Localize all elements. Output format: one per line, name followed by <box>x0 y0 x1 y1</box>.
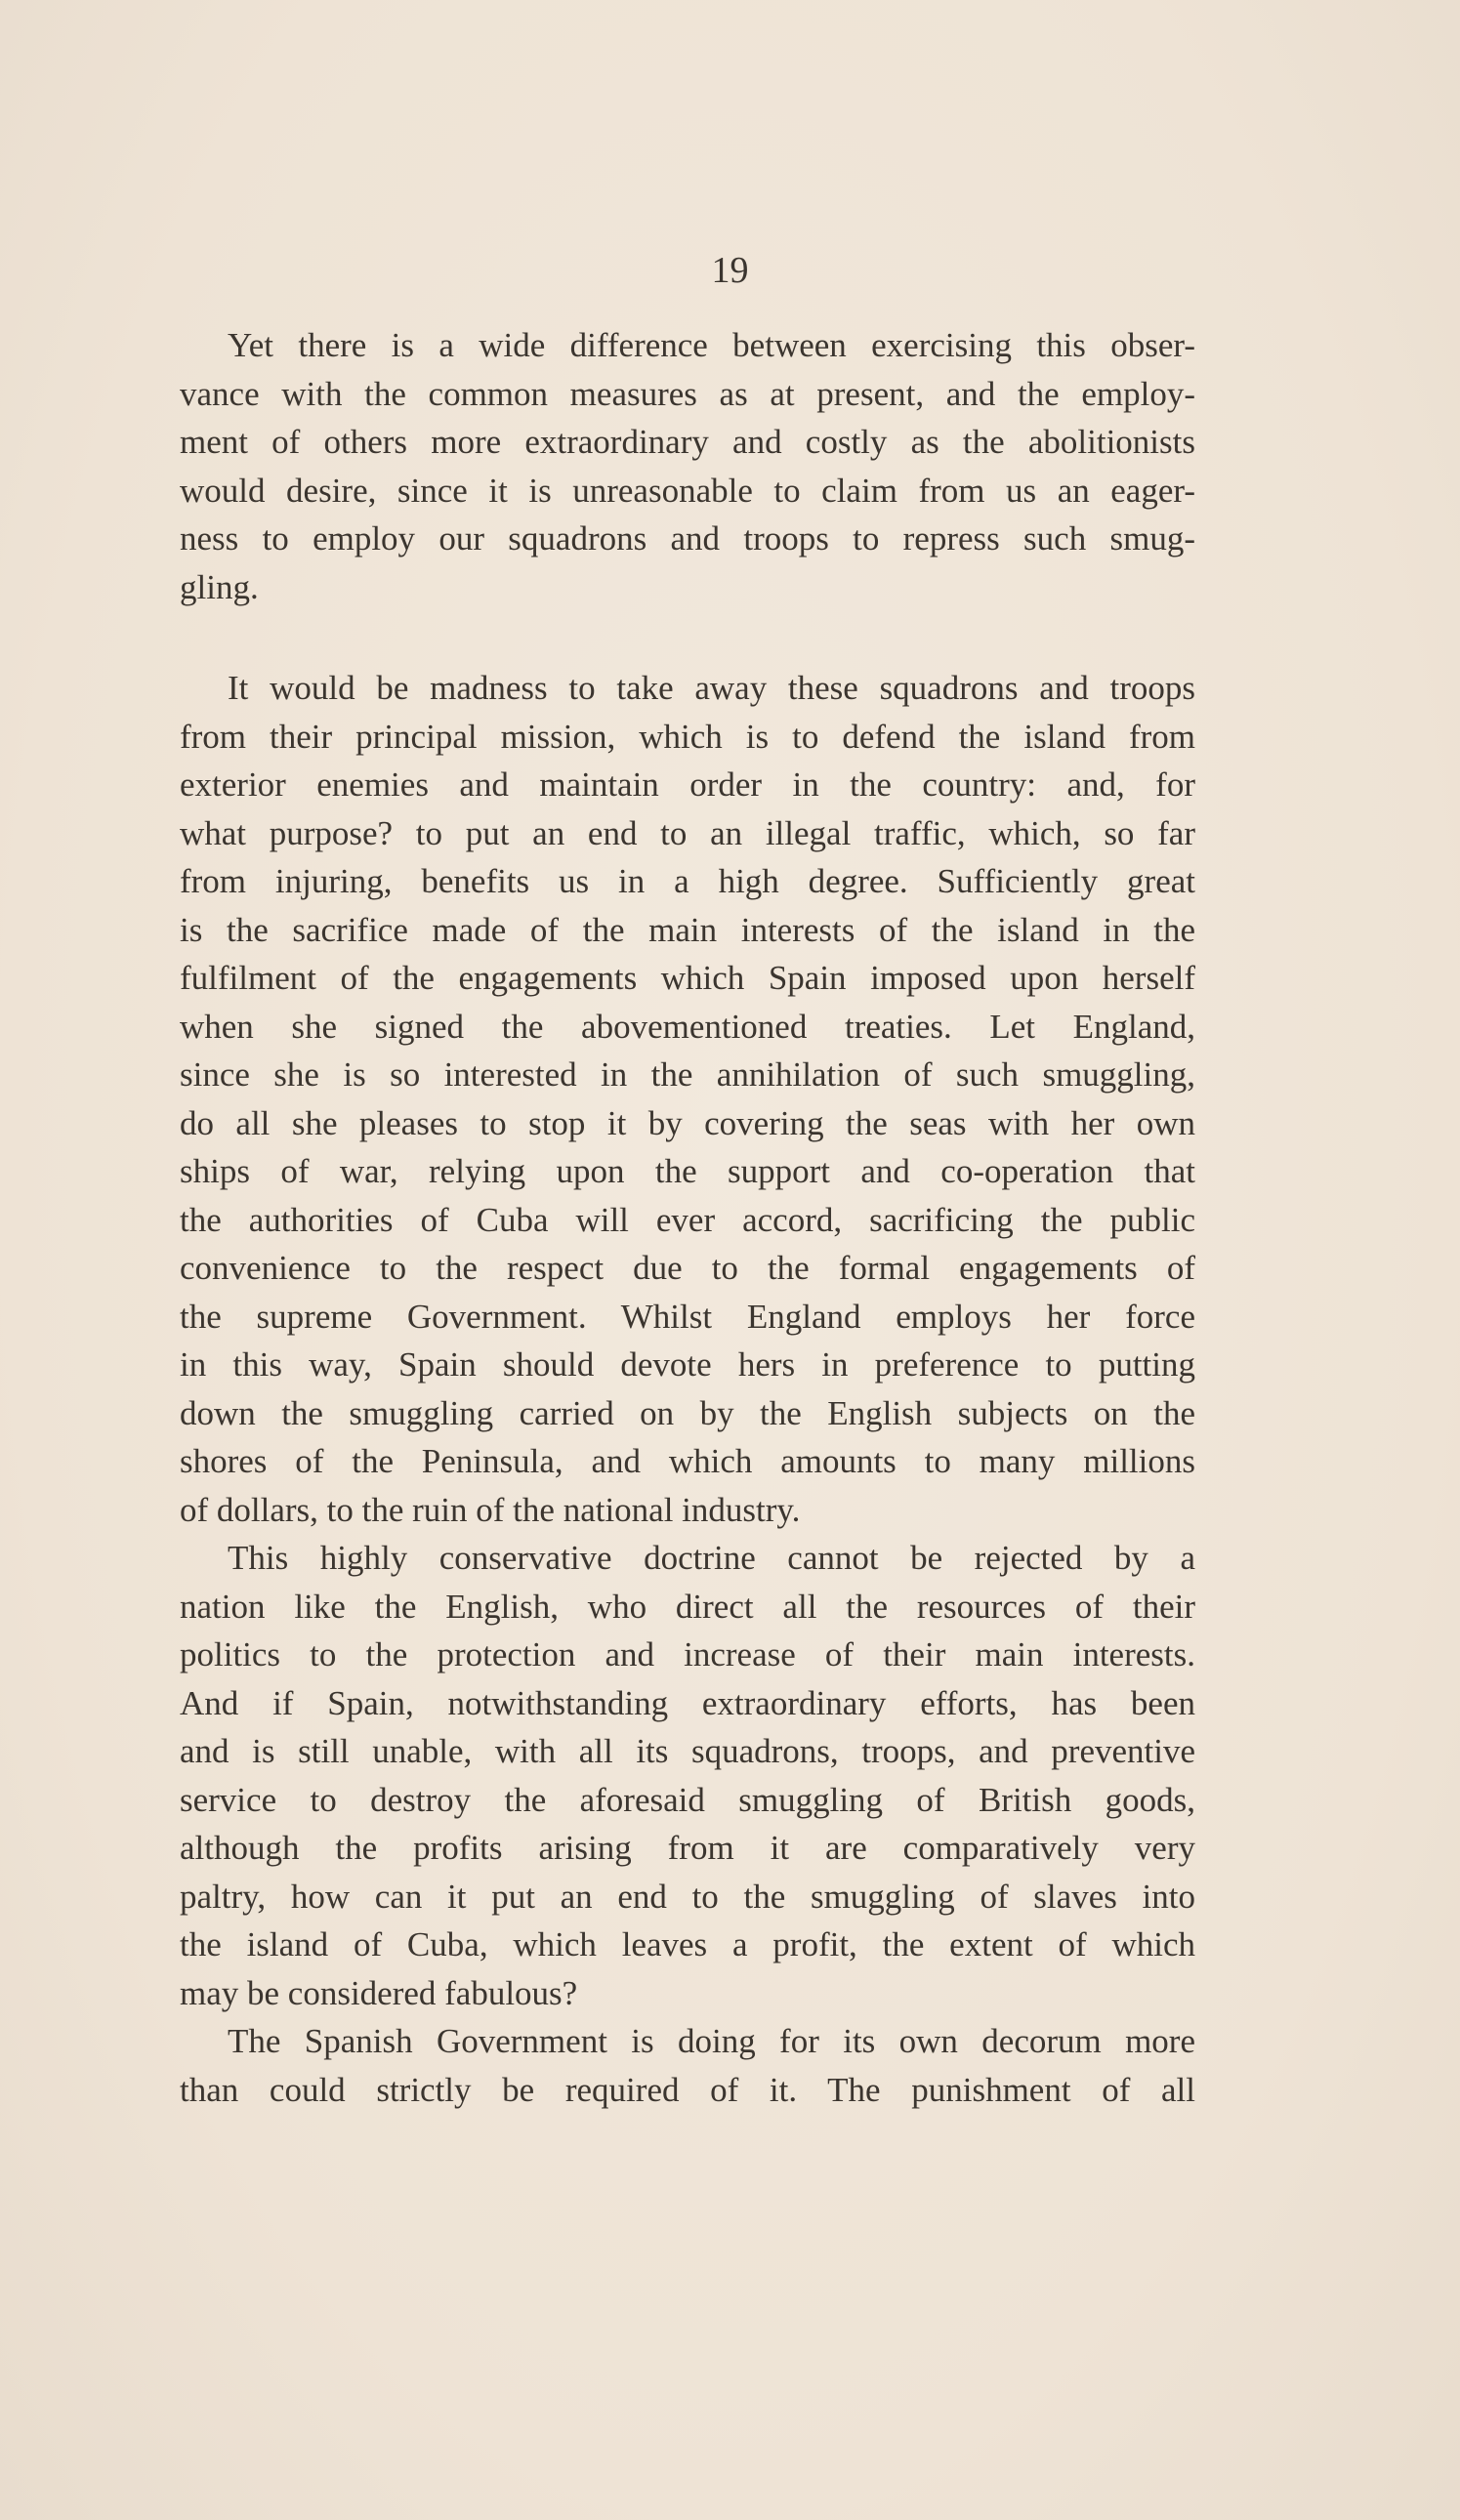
paragraph <box>180 321 1195 611</box>
text-line: and is still unable, with all its squadrons, troops, and preventive <box>180 1732 1195 1770</box>
text-line: fulfilment of the engagements which Spain imposed upon herself <box>180 959 1195 997</box>
text-line: ships of war, relying upon the support and co-operation that <box>180 1152 1195 1190</box>
text-line: when she signed the abovementioned treaties. Let England, <box>180 1007 1195 1046</box>
text-line: down the smuggling carried on by the English subjects on the <box>180 1393 1195 1432</box>
text-line: It would be madness to take away these squadrons and troops <box>228 669 1195 707</box>
text-line: of dollars, to the ruin of the national industry. <box>180 1490 801 1529</box>
text-line: would desire, since it is unreasonable to claim from us an eager- <box>180 471 1195 510</box>
text-line: is the sacrifice made of the main interests of the island in the <box>180 910 1195 949</box>
text-line: paltry, how can it put an end to the smuggling of slaves into <box>180 1877 1195 1916</box>
paragraph <box>180 2017 1195 2114</box>
paragraph <box>180 664 1195 1534</box>
text-line: do all she pleases to stop it by covering the seas with her own <box>180 1103 1195 1142</box>
text-line: Yet there is a wide difference between exercising this obser- <box>228 326 1195 364</box>
text-line: from injuring, benefits us in a high degree. Sufficiently great <box>180 862 1195 900</box>
text-line: nation like the English, who direct all the resources of their <box>180 1587 1195 1626</box>
page-body-text <box>180 321 1195 2114</box>
text-line: ness to employ our squadrons and troops to repress such smug- <box>180 519 1195 558</box>
text-line: may be considered fabulous? <box>180 1973 578 2012</box>
text-line: from their principal mission, which is to defend the island from <box>180 717 1195 756</box>
text-line: the supreme Government. Whilst England employs her force <box>180 1297 1195 1336</box>
text-line: vance with the common measures as at present, and the employ- <box>180 374 1195 413</box>
text-line: although the profits arising from it are comparatively very <box>180 1829 1195 1867</box>
page-number: 19 <box>711 250 749 291</box>
text-line: gling. <box>180 567 259 606</box>
text-line: in this way, Spain should devote hers in preference to putting <box>180 1345 1195 1384</box>
text-line: the authorities of Cuba will ever accord, sacrificing the public <box>180 1200 1195 1239</box>
text-line: what purpose? to put an end to an illegal traffic, which, so far <box>180 813 1195 852</box>
text-line: shores of the Peninsula, and which amounts to many millions <box>180 1442 1195 1480</box>
text-line: the island of Cuba, which leaves a profit, the extent of which <box>180 1925 1195 1963</box>
text-line: since she is so interested in the annihilation of such smuggling, <box>180 1055 1195 1094</box>
text-line: than could strictly be required of it. The punishment of all <box>180 2070 1195 2109</box>
text-line: This highly conservative doctrine cannot be rejected by a <box>228 1539 1195 1577</box>
text-line: The Spanish Government is doing for its own decorum more <box>228 2022 1195 2060</box>
text-line: politics to the protection and increase of their main interests. <box>180 1635 1195 1673</box>
text-line: convenience to the respect due to the formal engagements of <box>180 1249 1195 1287</box>
paragraph <box>180 1534 1195 2017</box>
text-line: exterior enemies and maintain order in the country: and, for <box>180 765 1195 804</box>
text-line: ment of others more extraordinary and costly as the abolitionists <box>180 423 1195 461</box>
text-line: service to destroy the aforesaid smuggling of British goods, <box>180 1780 1195 1819</box>
text-line: And if Spain, notwithstanding extraordinary efforts, has been <box>180 1683 1195 1722</box>
